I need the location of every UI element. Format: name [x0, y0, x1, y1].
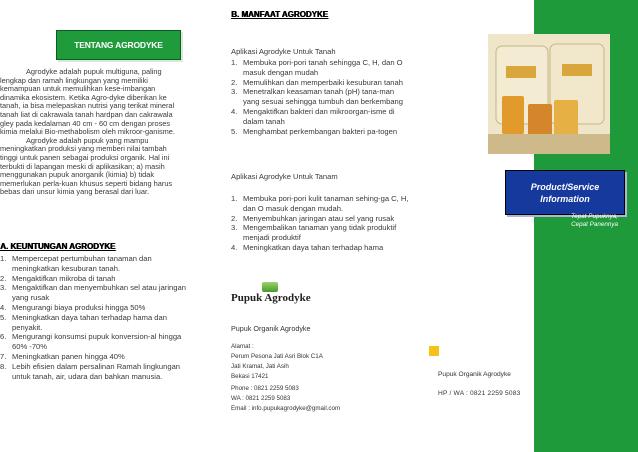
- list-item: 5. Meningkatkan daya tahan terhadap hama dan penyakit.: [0, 312, 167, 332]
- list-item: 3. Mengaktifkan dan menyembuhkan sel atau jaringan yang rusak: [0, 283, 186, 303]
- plant-logo-icon: [262, 282, 278, 292]
- list-item: 1. Membuka pori-pori tanah sehingga C, H, dan O masuk dengan mudah: [231, 58, 403, 77]
- about-text: [0, 68, 180, 197]
- list-item: 2. Mengaktifkan mikroba di tanah: [0, 273, 116, 283]
- tanam-list: [231, 194, 411, 253]
- accent-square: [429, 346, 439, 356]
- email-text: Email : info.pupukagrodyke@gmail.com: [231, 405, 341, 412]
- fertilizer-bags-image: [488, 34, 610, 154]
- tentang-agrodyke-title: TENTANG AGRODYKE: [74, 40, 163, 50]
- phone-text: Phone : 0821 2259 5083: [231, 385, 299, 392]
- keuntungan-list: [0, 254, 186, 381]
- list-item: 6. Mengurangi konsumsi pupuk konversion-al hingga 60% -70%: [0, 332, 182, 352]
- list-item: 7. Meningkatkan panen hingga 40%: [0, 351, 125, 361]
- product-box-line-1: Product/Service: [530, 181, 600, 192]
- list-item: 3. Menetralkan keasaman tanah (pH) tana-man yang sesuai sehingga tumbuh dan berkembang: [231, 87, 404, 107]
- alamat-line: Bekasi 17421: [231, 373, 269, 380]
- contact-text: HP / WA : 0821 2259 5083: [438, 390, 521, 397]
- tagline-line-2: Cepat Panennya: [571, 221, 618, 229]
- list-item: 1. Mempercepat pertumbuhan tanaman dan meningkatkan kesuburan tanah.: [0, 254, 152, 273]
- tanah-list: [231, 58, 411, 136]
- brand-subtitle: Pupuk Organik Agrodyke: [231, 324, 311, 333]
- tanam-heading: Aplikasi Agrodyke Untuk Tanam: [231, 172, 338, 181]
- product-box-line-2: Information: [540, 193, 590, 204]
- list-item: 4. Mengaktifkan bakteri dan mikroorgan-isme di dalam tanah: [231, 106, 395, 126]
- list-item: 3. Mengembalikan tanaman yang tidak produktif menjadi produktif: [231, 223, 397, 243]
- address-block: [231, 342, 421, 414]
- tentang-agrodyke-heading: [56, 30, 181, 60]
- manfaat-section-title: B. MANFAAT AGRODYKE: [231, 10, 328, 19]
- tagline-line-1: Tepat Pupuknya,: [570, 213, 618, 220]
- product-service-info-box: [505, 170, 625, 215]
- company-name: Pupuk Organik Agrodyke: [438, 371, 511, 378]
- about-paragraph-1: Agrodyke adalah pupuk multiguna, paling lengkap dan ramah lingkungan yang memiliki kemampuan untuk memulihkan kese-imbangan dinamika ekosistem. Ketika Agro-dyke diberikan ke tanah, ia bisa melepaskan nutrisi yang terikat mineral tanah liat di cakrawala tanah hardpan dan cakrawala gley pada kedalaman 40 cm - 60 cm dengan proses kimia melalui Bio-methabolism oleh mikroor-ganisme.: [0, 67, 175, 137]
- keuntungan-section-title: A. KEUNTUNGAN AGRODYKE: [0, 242, 116, 251]
- list-item: 8. Lebih efisien dalam persalinan Ramah lingkungan untuk tanah, air, udara dan bahkan manusia.: [0, 361, 181, 381]
- list-item: 1. Membuka pori-pori kulit tanaman sehing-ga C, H, dan O masuk dengan mudah.: [231, 194, 409, 213]
- list-item: 4. Meningkatkan daya tahan terhadap hama: [231, 242, 384, 252]
- tagline: [548, 213, 618, 229]
- product-photo: [488, 34, 610, 154]
- wa-text: WA : 0821 2259 5083: [231, 395, 291, 402]
- list-item: 2. Menyembuhkan jaringan atau sel yang rusak: [231, 213, 395, 223]
- alamat-line: Perum Pesona Jati Asri Blok C1A: [231, 353, 323, 360]
- brand-title: Pupuk Agrodyke: [231, 292, 311, 304]
- tanah-heading: Aplikasi Agrodyke Untuk Tanah: [231, 47, 336, 56]
- about-paragraph-2: Agrodyke adalah pupuk yang mampu meningkatkan produksi yang memberi nilai tambah tinggi untuk panen sebagai produksi organik. Hal ini terbukti di lapangan meski di aplikasikan; a) masih menggunakan pupuk anorganik (kimia) b) tidak memerlukan perla-kuan khusus seperti bidang harus bebas dari unsur kimia yang berasal dari luar.: [0, 135, 173, 197]
- list-item: 4. Mengurangi biaya produksi hingga 50%: [0, 302, 146, 312]
- alamat-label: Alamat :: [231, 343, 254, 350]
- list-item: 2. Memulihkan dan memperbaiki kesuburan tanah: [231, 77, 403, 87]
- alamat-line: Jati Kramat, Jati Asih: [231, 363, 289, 370]
- list-item: 5. Menghambat perkembangan bakteri pa-togen: [231, 126, 398, 136]
